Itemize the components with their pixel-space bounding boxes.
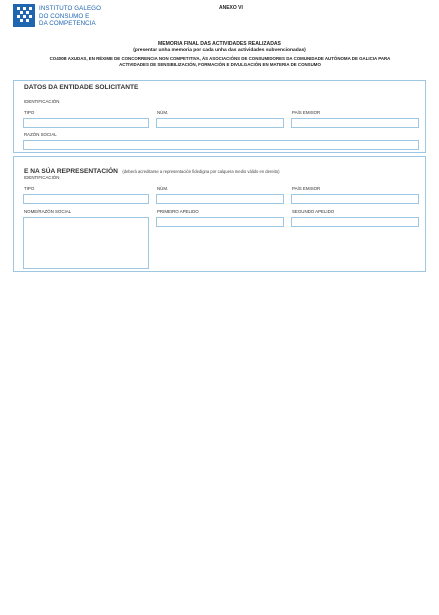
type-label: TIPO xyxy=(24,110,35,115)
xunta-emblem-icon xyxy=(13,4,35,27)
second-surname-label: SEGUNDO APELIDO xyxy=(292,209,335,214)
section-note: (deberá acreditarse a representación fidedigna por calquera medio válido en dereito) xyxy=(122,169,280,174)
representative-section xyxy=(13,156,426,272)
name-field[interactable] xyxy=(23,217,149,269)
num-label: NÚM. xyxy=(157,110,169,115)
annex-label: ANEXO VI xyxy=(219,5,243,11)
logo-line: INSTITUTO GALEGO xyxy=(39,5,101,12)
second-surname-field[interactable] xyxy=(291,217,419,227)
document-subtitle: (presentar unha memoria por cada unha das actividades subvencionadas) xyxy=(133,48,306,53)
company-name-label: RAZÓN SOCIAL xyxy=(24,132,57,137)
first-surname-label: PRIMEIRO APELIDO xyxy=(157,209,199,214)
section-heading: DATOS DA ENTIDADE SOLICITANTE xyxy=(24,84,139,91)
country-label: PAÍS EMISOR xyxy=(292,186,321,191)
num-field[interactable] xyxy=(156,194,284,204)
applicant-section xyxy=(13,80,426,153)
country-field[interactable] xyxy=(291,118,419,128)
country-field[interactable] xyxy=(291,194,419,204)
section-heading: E NA SÚA REPRESENTACIÓN xyxy=(24,168,118,175)
procedure-line: CO400B AXUDAS, EN RÉXIME DE CONCORRENCIA NON COMPETITIVA, ÁS ASOCIACIÓNS DE CONSUMIDORES DA COMUNIDADE AUTÓNOMA DE GALICIA PARA xyxy=(49,56,391,61)
company-name-field[interactable] xyxy=(23,140,419,150)
institution-name xyxy=(39,5,101,28)
procedure-line: ACTIVIDADES DE SENSIBILIZACIÓN, FORMACIÓN E DIVULGACIÓN EN MATERIA DE CONSUMO xyxy=(119,62,321,67)
logo-line: DO CONSUMO E xyxy=(39,12,90,20)
type-label: TIPO xyxy=(24,186,35,191)
identification-label: IDENTIFICACIÓN xyxy=(24,175,60,180)
section-heading-row xyxy=(24,160,280,178)
first-surname-field[interactable] xyxy=(156,217,284,227)
procedure-description xyxy=(20,56,420,68)
num-label: NÚM. xyxy=(157,186,169,191)
name-label: NOME/RAZÓN SOCIAL xyxy=(24,209,72,214)
document-title: MEMORIA FINAL DAS ACTIVIDADES REALIZADAS xyxy=(158,41,281,47)
country-label: PAÍS EMISOR xyxy=(292,110,321,115)
type-field[interactable] xyxy=(23,194,149,204)
identification-label: IDENTIFICACIÓN xyxy=(24,99,60,104)
institution-logo xyxy=(13,4,113,28)
num-field[interactable] xyxy=(156,118,284,128)
type-field[interactable] xyxy=(23,118,149,128)
logo-line: DA COMPETENCIA xyxy=(39,20,96,28)
